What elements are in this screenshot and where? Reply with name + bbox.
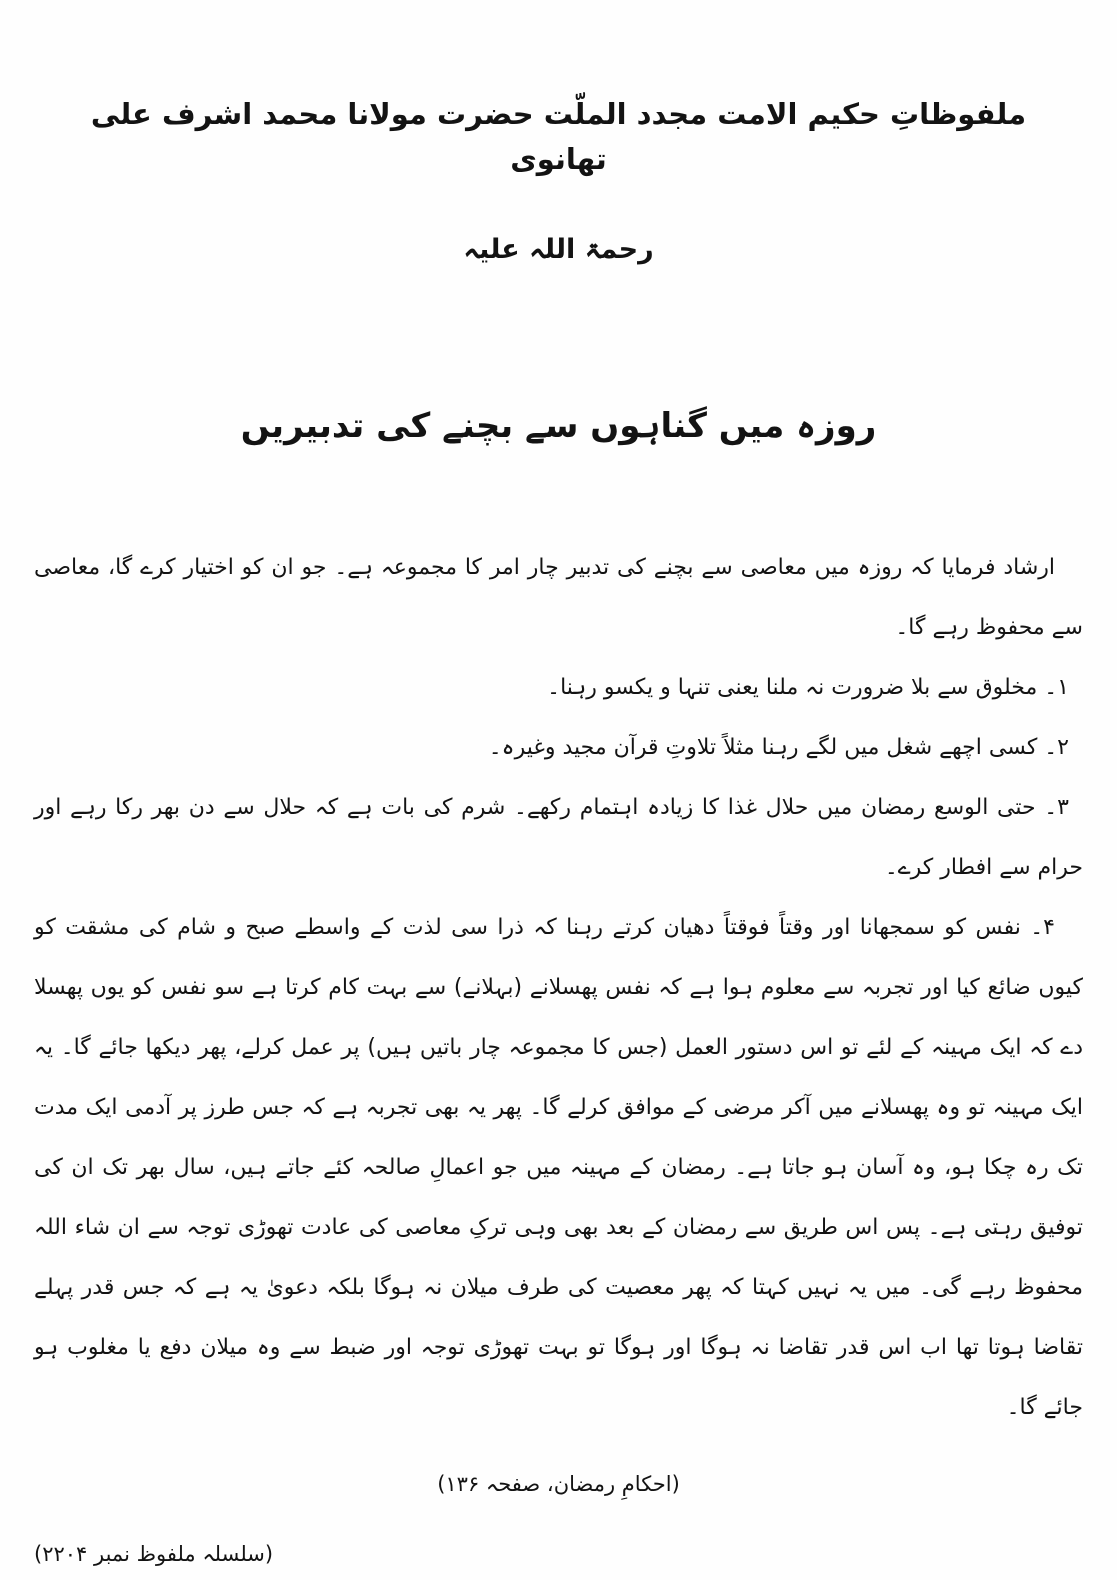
- document-title-line-2: رحمۃ اللہ علیہ: [463, 233, 654, 265]
- document-title-line-1: ملفوظاتِ حکیم الامت مجدد الملّت حضرت مولانا محمد اشرف علی تھانوی: [90, 97, 1027, 176]
- document-header: [34, 92, 1083, 265]
- list-item-4-paragraph: ۴۔ نفس کو سمجھانا اور وقتاً فوقتاً دھیان کرتے رہنا کہ ذرا سی لذت کے واسطے صبح و شام کی مشقت کو کیوں ضائع کیا اور تجربہ سے معلوم ہوا ہے کہ نفس پھسلانے (بہلانے) سے بہت کام کرتا ہے سو نفس کو یوں پھسلا دے کہ ایک مہینہ کے لئے تو اس دستور العمل (جس کا مجموعہ چار باتیں ہیں) پر عمل کرلے، پھر دیکھا جائے گا۔ یہ ایک مہینہ تو وہ پھسلانے میں آکر مرضی کے موافق کرلے گا۔ پھر یہ بھی تجربہ ہے کہ جس طرز پر آدمی ایک مدت تک رہ چکا ہو، وہ آسان ہو جاتا ہے۔ رمضان کے مہینہ میں جو اعمالِ صالحہ کئے جاتے ہیں، سال بھر تک ان کی توفیق رہتی ہے۔ پس اس طریق سے رمضان کے بعد بھی وہی ترکِ معاصی کی عادت تھوڑی توجہ سے ان شاء اللہ محفوظ رہے گی۔ میں یہ نہیں کہتا کہ پھر معصیت کی طرف میلان نہ ہوگا بلکہ دعویٰ یہ ہے کہ جس قدر پہلے تقاضا ہوتا تھا اب اس قدر تقاضا نہ ہوگا اور ہوگا تو بہت تھوڑی توجہ اور ضبط سے وہ میلان دفع یا مغلوب ہو جائے گا۔: [34, 914, 1083, 1420]
- document-body: [34, 538, 1083, 1438]
- book-citation: (احکامِ رمضان، صفحہ ۱۳۶): [437, 1471, 680, 1496]
- list-item-1: ۱۔ مخلوق سے بلا ضرورت نہ ملنا یعنی تنہا و یکسو رہنا۔: [547, 674, 1069, 700]
- list-item-2: ۲۔ کسی اچھے شغل میں لگے رہنا مثلاً تلاوتِ قرآن مجید وغیرہ۔: [488, 734, 1069, 760]
- list-item-3: ۳۔ حتی الوسع رمضان میں حلال غذا کا زیادہ اہتمام رکھے۔ شرم کی بات ہے کہ حلال سے دن بھر رکا رہے اور حرام سے افطار کرے۔: [34, 794, 1083, 880]
- intro-paragraph: ارشاد فرمایا کہ روزہ میں معاصی سے بچنے کی تدبیر چار امر کا مجموعہ ہے۔ جو ان کو اختیار کرے گا، معاصی سے محفوظ رہے گا۔: [34, 554, 1083, 640]
- series-number-citation: (سلسلہ ملفوظ نمبر ۲۲۰۴): [34, 1541, 274, 1566]
- section-heading: روزہ میں گناہوں سے بچنے کی تدبیریں: [240, 405, 877, 446]
